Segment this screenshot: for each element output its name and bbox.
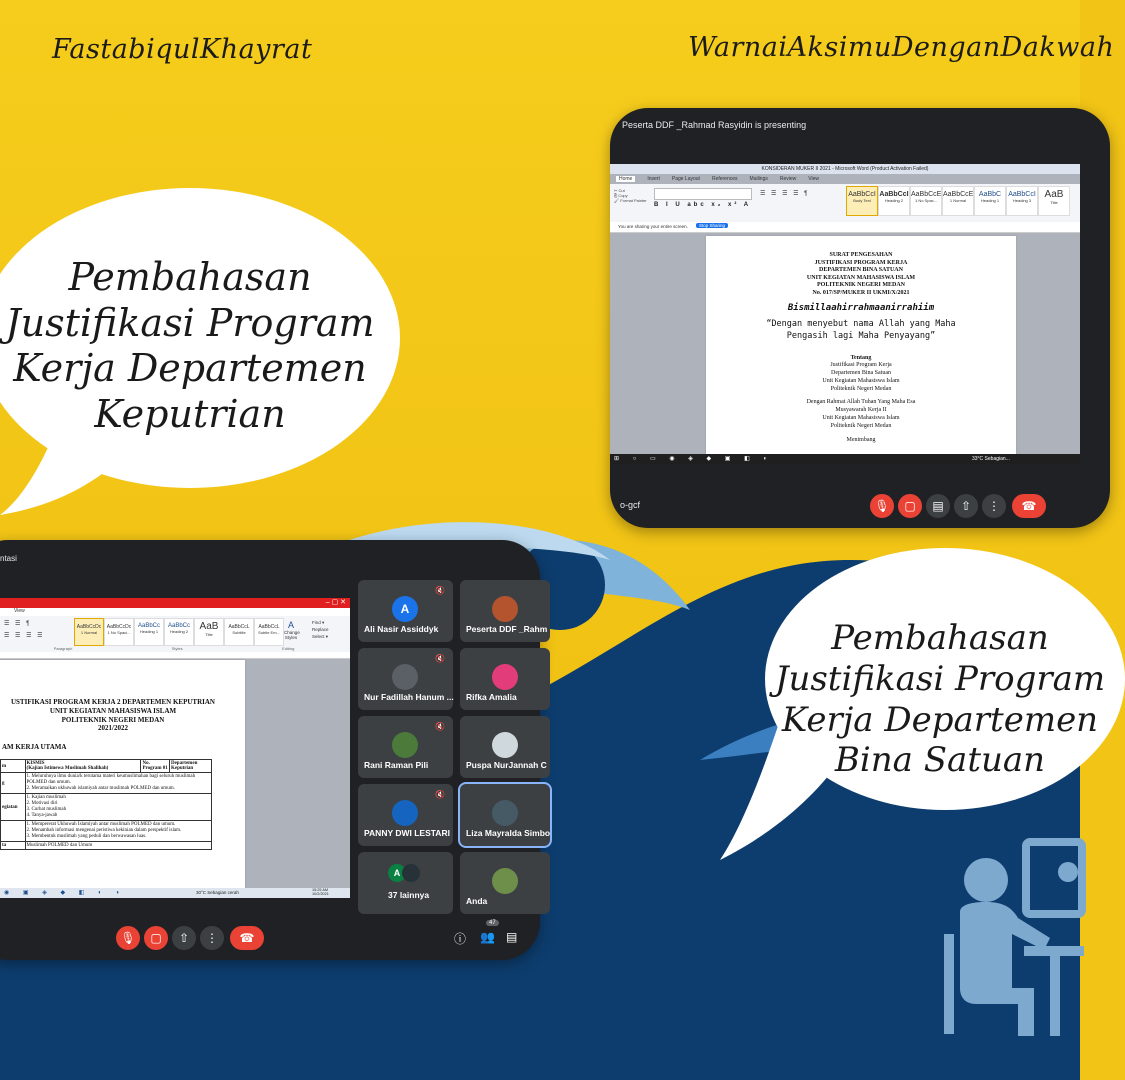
doc-header-line: DEPARTEMEN BINA SATUAN — [819, 267, 903, 273]
chat-icon[interactable]: ▤ — [506, 930, 518, 944]
change-styles-button[interactable] — [284, 620, 298, 640]
style-label: Heading 1 — [139, 629, 159, 634]
table-header-row — [1, 760, 212, 773]
leave-call-button[interactable]: ☎ — [230, 926, 264, 950]
mic-muted-icon: 🔇 — [435, 586, 445, 595]
clipboard-group: ✂ Cut ⎘ Copy 🖌 Format Painter — [614, 188, 647, 203]
style-sample: AaBbCcI — [1008, 191, 1036, 198]
doc-quote-line: Pengasih lagi Maha Penyayang” — [786, 330, 936, 341]
doc-line: Justifikasi Program Kerja — [830, 361, 892, 368]
self-tile[interactable] — [460, 852, 550, 914]
tab-view[interactable]: View — [808, 176, 820, 182]
taskbar-clock — [312, 888, 329, 896]
styles-gallery — [74, 618, 288, 648]
bubble-right-text — [770, 618, 1110, 781]
bubble-left-line: Kerja Departemen — [13, 346, 367, 391]
participant-tile[interactable] — [358, 580, 453, 642]
group-label: Paragraph — [53, 646, 73, 651]
avatar: A — [388, 864, 406, 882]
word-tabs — [616, 176, 819, 182]
shared-word-window — [0, 598, 350, 898]
style-heading-2[interactable] — [878, 186, 910, 216]
style-label: 1 No Spac... — [914, 198, 937, 203]
participant-tile[interactable] — [358, 784, 453, 846]
style-label: Title — [205, 632, 213, 637]
style-sample: AaBbCcI — [879, 191, 909, 198]
participant-name: Ali Nasir Assiddyk — [364, 624, 439, 634]
hashtag-left: FastabiqulKhayrat — [52, 34, 313, 65]
shared-word-window — [610, 164, 1080, 464]
table-cell — [25, 794, 211, 821]
style-sample: AaBbCcL — [228, 624, 250, 630]
camera-off-button[interactable]: ▢ — [144, 926, 168, 950]
style-sample: AaBbCcI — [848, 191, 876, 198]
word-ribbon — [610, 184, 1080, 223]
style-label: Body Text — [853, 198, 871, 203]
doc-quote-line: “Dengan menyebut nama Allah yang Maha — [766, 319, 956, 329]
mic-off-button[interactable]: 🎙 — [870, 494, 894, 518]
style-label: 1 Normal — [80, 630, 98, 635]
paragraph-buttons[interactable]: ☰ ☰ ¶ — [4, 621, 32, 627]
others-tile[interactable] — [358, 852, 453, 914]
avatar — [392, 732, 418, 758]
style-sample: AaBbCcE — [943, 191, 974, 198]
style-body-text[interactable] — [846, 186, 878, 216]
word-title: KONSIDERAN MUKER II 2021 - Microsoft Word (Product Activation Failed) — [761, 166, 929, 172]
table-row — [1, 773, 212, 794]
style-sample: AaBbCcDc — [76, 624, 102, 630]
meet-window-keputrian — [0, 540, 551, 960]
participant-tile[interactable] — [358, 716, 453, 778]
word-ribbon — [0, 616, 350, 653]
doc-header-line: SURAT PENGESAHAN — [829, 252, 893, 258]
style-label: Heading 2 — [169, 629, 189, 634]
tab-review[interactable]: Review — [779, 176, 797, 182]
table-header-cell: Departemen Keputrian — [169, 760, 211, 773]
participant-tile[interactable] — [460, 648, 550, 710]
doc-rahmat — [706, 398, 1016, 430]
window-controls[interactable]: – ▢ ✕ — [325, 599, 346, 606]
style-sample: AaBbCcDc — [106, 624, 132, 630]
style-heading-3[interactable] — [1006, 186, 1038, 216]
doc-section-title: AM KERJA UTAMA — [2, 743, 67, 751]
present-button[interactable]: ⇧ — [172, 926, 196, 950]
bubble-left-line: Justifikasi Program — [5, 300, 375, 345]
participant-tile[interactable] — [460, 716, 550, 778]
doc-line: Politeknik Negeri Medan — [830, 386, 892, 393]
windows-taskbar — [610, 454, 1080, 464]
style-label: Heading 1 — [980, 198, 1000, 203]
avatar — [402, 864, 420, 882]
style-subtitle[interactable] — [224, 618, 254, 646]
people-count-badge: 47 — [486, 920, 499, 926]
taskbar-icons[interactable]: ◉ ▣ ◈ ◆ ◧ ◐ ◑ — [4, 890, 126, 896]
style-title[interactable] — [1038, 186, 1070, 216]
bubble-right-line: Pembahasan — [831, 618, 1049, 658]
participant-name: Liza Mayralda Simbo — [466, 828, 551, 838]
style-label: Heading 3 — [1012, 198, 1032, 203]
avatar — [492, 664, 518, 690]
taskbar-weather: 30°C Sebagian cerah — [196, 890, 239, 895]
style-sample: AaBbCc — [137, 623, 160, 629]
change-styles-icon: A — [287, 620, 294, 630]
doc-header-line: JUSTIFIKASI PROGRAM KERJA — [814, 259, 908, 266]
table-item: 4. Tanya-jawab — [26, 813, 58, 818]
taskbar-icons[interactable]: ⊞ ○ ▭ ◉ ◈ ◆ ▣ ◧ ◐ — [614, 456, 774, 462]
style-no-spacing[interactable] — [910, 186, 942, 216]
doc-line: Politeknik Negeri Medan — [830, 423, 892, 430]
style-no-spacing[interactable] — [104, 618, 134, 646]
styles-gallery — [846, 186, 1076, 216]
tab-insert[interactable]: Insert — [647, 176, 660, 182]
avatar — [492, 868, 518, 894]
doc-tentang — [706, 361, 1016, 393]
avatar — [492, 732, 518, 758]
participant-name: Anda — [466, 896, 488, 906]
bubble-left-line: Pembahasan — [68, 255, 312, 299]
table-row — [1, 842, 212, 850]
table-item: 1. Meluruhnya ilmu dunia/k terutama materi keumuslimahan bagi seluruh muslimah POLMED dan umum. — [26, 774, 196, 785]
ribbon-group-labels — [4, 646, 344, 651]
align-buttons[interactable]: ☰ ☰ ☰ ☰ — [4, 633, 45, 639]
participant-name: Peserta DDF _Rahm — [466, 624, 548, 634]
style-sample: AaB — [1044, 189, 1064, 200]
document-page — [706, 236, 1016, 456]
table-item: 1. Mempererat Ukhuwah Islamiyah antar muslimah POLMED dan umum. — [26, 822, 176, 827]
table-cell — [25, 821, 211, 842]
bubble-right-line: Justifikasi Program — [774, 658, 1106, 699]
style-normal[interactable] — [74, 618, 104, 646]
table-item: 2. Menambah informasi mengenai peristiwa kekinian dalam perspektif islam. — [26, 828, 182, 833]
table-item: Muslimah POLMED dan Umum — [26, 843, 93, 848]
table-row — [1, 821, 212, 842]
doc-title — [8, 698, 218, 733]
tab-home[interactable]: Home — [616, 176, 635, 182]
style-title[interactable] — [194, 618, 224, 646]
style-label: 1 Normal — [949, 198, 967, 203]
avatar — [492, 596, 518, 622]
doc-title-line: UNIT KEGIATAN MAHASISWA ISLAM — [49, 706, 177, 715]
font-format-buttons[interactable]: B I U abc x₂ x² A — [654, 202, 752, 208]
present-button[interactable]: ⇧ — [954, 494, 978, 518]
table-item: 2. Meramaikan ukhuwah islamiyah antar muslimah POLMED dan umum. — [26, 786, 175, 791]
doc-header-line: POLITEKNIK NEGERI MEDAN — [816, 282, 905, 288]
group-label: Editing — [282, 646, 295, 651]
table-header-cell: m — [1, 760, 26, 773]
font-name-box[interactable] — [654, 188, 752, 200]
participant-name: Rani Raman Pili — [364, 760, 429, 770]
presentation-header: ntasi — [0, 554, 17, 563]
avatar — [392, 800, 418, 826]
paragraph-buttons[interactable]: ☰ ☰ ☰ ☰ ¶ — [760, 191, 810, 197]
bubble-right-line: Kerja Departemen — [781, 699, 1099, 740]
camera-off-button[interactable]: ▢ — [898, 494, 922, 518]
change-styles-label: Change Styles — [284, 630, 300, 640]
mic-muted-icon: 🔇 — [435, 790, 445, 799]
table-item: 3. Curhat muslimah — [26, 807, 67, 812]
taskbar-weather: 33°C Sebagian... — [972, 456, 1010, 462]
table-item: 3. Membentuk muslimah yang peduli dan berwawasan luas. — [26, 834, 147, 839]
ruler — [0, 652, 350, 659]
participant-tile-active[interactable] — [460, 784, 550, 846]
style-heading-2[interactable] — [164, 618, 194, 646]
table-header-cell: No. Program 01 — [142, 761, 168, 771]
avatar — [392, 664, 418, 690]
others-count: 37 lainnya — [388, 890, 430, 900]
doc-quote — [706, 319, 1016, 343]
table-cell: ta — [1, 842, 26, 850]
participant-tile[interactable] — [460, 580, 550, 642]
style-sample: AaBbCc — [167, 623, 190, 629]
mic-muted-icon: 🔇 — [435, 722, 445, 731]
participant-tile[interactable] — [358, 648, 453, 710]
table-header-cell: KISMIS (Kajian Istimewa Muslimah Shalihah) — [25, 760, 141, 773]
participant-name: Nur Fadillah Hanum ... — [364, 692, 454, 702]
more-options-button[interactable]: ⋮ — [200, 926, 224, 950]
style-sample: AaBbCcL — [258, 624, 280, 630]
group-label: Styles — [171, 646, 183, 651]
presenting-banner: Peserta DDF _Rahmad Rasyidin is presenting — [622, 120, 807, 130]
doc-title-line: POLITEKNIK NEGERI MEDAN — [61, 715, 165, 724]
table-row — [1, 794, 212, 821]
style-label: Subtle Em... — [258, 630, 280, 635]
leave-call-button[interactable]: ☎ — [1012, 494, 1046, 518]
doc-title-line: 2021/2022 — [98, 724, 128, 733]
style-label: 1 No Spaci... — [107, 630, 131, 635]
hashtag-right: WarnaiAksimuDenganDakwah — [688, 32, 1115, 63]
replace-button[interactable]: Replace — [312, 627, 329, 633]
editing-group — [312, 619, 329, 641]
doc-bismillah: Bismillaahirrahmaanirrahiim — [787, 303, 935, 313]
share-notice-bar — [610, 222, 1080, 233]
document-page — [0, 660, 245, 892]
table-cell — [25, 842, 211, 850]
people-icon[interactable]: 👥 — [480, 930, 495, 944]
share-notice-text: You are sharing your entire screen. — [618, 224, 688, 229]
table-cell — [25, 773, 211, 794]
meet-window-bina-satuan — [610, 108, 1110, 528]
doc-header-line: UNIT KEGIATAN MAHASISWA ISLAM — [806, 274, 916, 281]
bubble-right-line: Bina Satuan — [834, 740, 1046, 781]
style-heading-1[interactable] — [134, 618, 164, 646]
meeting-code: o-gcf — [620, 500, 641, 510]
stop-sharing-button[interactable]: Stop Sharing — [696, 223, 728, 228]
info-icon[interactable]: ⓘ — [454, 932, 467, 946]
more-options-button[interactable]: ⋮ — [982, 494, 1006, 518]
find-button[interactable]: Find ▾ — [312, 620, 325, 625]
style-sample: AaB — [199, 621, 219, 632]
clock-date: 10/2/2021 — [312, 892, 329, 897]
style-label: Subtitle — [232, 630, 246, 635]
style-subtle-emphasis[interactable] — [254, 618, 284, 646]
captions-button[interactable]: ▤ — [926, 494, 950, 518]
participant-name: Rifka Amalia — [466, 692, 517, 702]
style-sample: AaBbCcE — [911, 191, 942, 198]
doc-tentang-title: Tentang — [850, 354, 872, 361]
table-item: 2. Motivasi diri — [26, 801, 58, 806]
avatar: A — [392, 596, 418, 622]
doc-line: Departemen Bina Satuan — [831, 369, 891, 376]
program-table — [0, 759, 212, 850]
doc-header — [706, 252, 1016, 297]
bubble-left-line: Keputrian — [94, 391, 286, 436]
word-tabs — [0, 608, 350, 616]
windows-taskbar — [0, 888, 350, 898]
style-heading-1[interactable] — [974, 186, 1006, 216]
tab-references[interactable]: References — [711, 176, 738, 182]
doc-menimbang: Menimbang — [846, 436, 876, 443]
style-normal[interactable] — [942, 186, 974, 216]
style-label: Title — [1050, 200, 1058, 205]
style-sample: AaBbC — [978, 191, 1002, 198]
table-cell: g — [1, 773, 26, 794]
clock-time: 15:25 AM — [312, 888, 329, 892]
doc-line: Unit Kegiatan Mahasiswa Islam — [822, 415, 900, 422]
person-at-computer-icon — [940, 838, 1080, 1038]
tab-view[interactable]: View — [14, 608, 25, 614]
doc-line: Unit Kegiatan Mahasiswa Islam — [822, 377, 900, 384]
doc-line: Dengan Rahmat Allah Tuhan Yang Maha Esa — [806, 399, 916, 406]
select-button[interactable]: Select ▾ — [312, 634, 329, 640]
participant-name: Puspa NurJannah C — [466, 760, 547, 770]
mic-muted-icon: 🔇 — [435, 654, 445, 663]
style-label: Heading 2 — [884, 198, 904, 203]
mic-off-button[interactable]: 🎙 — [116, 926, 140, 950]
avatar — [492, 800, 518, 826]
doc-header-line: No. 017/SP/MUKER II UKMI/X/2021 — [812, 289, 910, 296]
tab-mailings[interactable]: Mailings — [749, 176, 768, 182]
table-cell: egiatan — [1, 794, 26, 821]
doc-line: Musyawarah Kerja II — [835, 407, 887, 414]
doc-title-line: USTIFIKASI PROGRAM KERJA 2 DEPARTEMEN KEPUTRIAN — [10, 698, 215, 706]
table-item: 1. Kajian muslimah — [26, 795, 66, 800]
table-cell — [1, 821, 26, 842]
tab-page-layout[interactable]: Page Layout — [671, 176, 700, 182]
participant-name: PANNY DWI LESTARI — [364, 828, 450, 838]
